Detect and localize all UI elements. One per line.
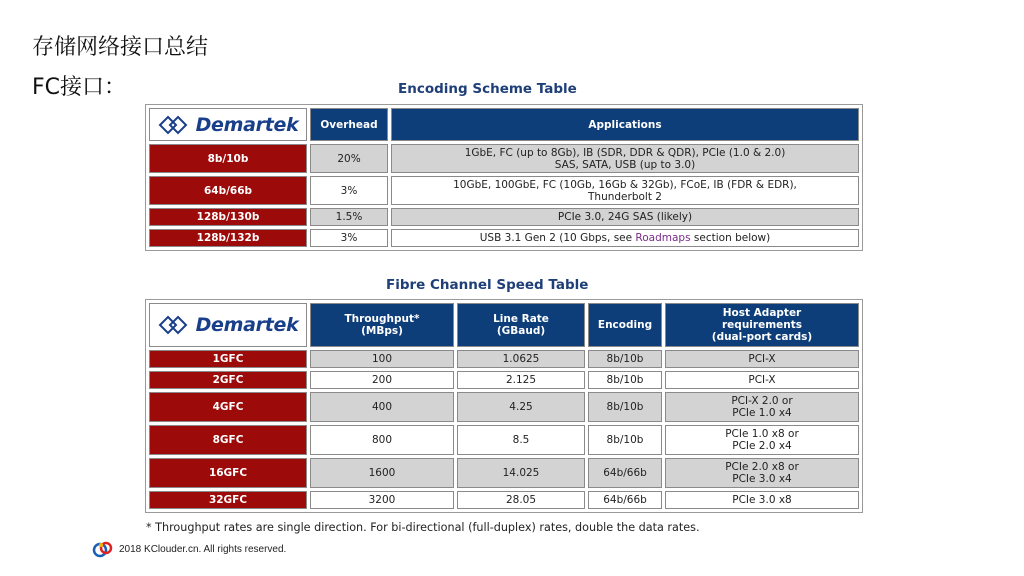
demartek-diamond-icon [158,115,192,135]
host-line: PCIe 3.0 x4 [732,473,792,485]
demartek-diamond-icon [158,315,192,335]
copyright-text: 2018 KClouder.cn. All rights reserved. [119,543,287,555]
host-line: PCIe 1.0 x8 or [725,428,799,440]
throughput-cell: 400 [310,392,454,422]
speed-label: 32GFC [149,491,307,509]
scheme-label: 128b/130b [149,208,307,226]
table-row [149,176,859,205]
throughput-cell: 800 [310,425,454,455]
line-rate-cell: 28.05 [457,491,585,509]
line-rate-cell: 8.5 [457,425,585,455]
table-row [149,458,859,488]
applications-line: Thunderbolt 2 [588,190,662,203]
line-rate-cell: 4.25 [457,392,585,422]
table-row [149,350,859,368]
roadmaps-link[interactable]: Roadmaps [635,232,691,244]
table-row [149,491,859,509]
demartek-logo [149,108,307,141]
applications-line: 1GbE, FC (up to 8Gb), IB (SDR, DDR & QDR), PCIe (1.0 & 2.0) [464,146,786,159]
header-line: (GBaud) [496,325,546,337]
overhead-cell: 3% [310,176,388,205]
table-row [149,425,859,455]
encoding-cell: 64b/66b [588,458,662,488]
host-adapter-cell [665,392,859,422]
header-line-rate [457,303,585,347]
speed-label: 16GFC [149,458,307,488]
kclouder-logo-icon [92,539,114,559]
header-line: (MBps) [361,325,403,337]
speed-label: 4GFC [149,392,307,422]
throughput-cell: 100 [310,350,454,368]
table-row [149,208,859,226]
header-overhead: Overhead [310,108,388,141]
applications-line: SAS, SATA, USB (up to 3.0) [554,158,696,171]
scheme-label: 128b/132b [149,229,307,247]
slide-subtitle: FC接口： [32,75,127,100]
speed-label: 2GFC [149,371,307,389]
scheme-label: 8b/10b [149,144,307,173]
encoding-cell: 8b/10b [588,350,662,368]
table-row [149,229,859,247]
header-throughput [310,303,454,347]
host-line: PCIe 2.0 x8 or [725,461,799,473]
fc-table-caption: Fibre Channel Speed Table [386,277,589,293]
demartek-logo [149,303,307,347]
header-applications: Applications [391,108,859,141]
speed-label: 1GFC [149,350,307,368]
header-line: (dual-port cards) [711,331,813,343]
applications-cell [391,229,859,247]
logo-text: Demartek [195,314,299,336]
throughput-cell: 1600 [310,458,454,488]
table-row [149,144,859,173]
encoding-cell: 8b/10b [588,371,662,389]
host-adapter-cell [665,458,859,488]
footer [92,539,286,559]
host-line: PCIe 1.0 x4 [732,407,792,419]
encoding-cell: 64b/66b [588,491,662,509]
host-adapter-cell [665,425,859,455]
overhead-cell: 3% [310,229,388,247]
speed-label: 8GFC [149,425,307,455]
applications-cell: PCIe 3.0, 24G SAS (likely) [391,208,859,226]
line-rate-cell: 14.025 [457,458,585,488]
header-line: Throughput* [344,313,420,325]
line-rate-cell: 1.0625 [457,350,585,368]
header-line: Host Adapter [722,307,802,319]
applications-text: section below) [690,232,771,244]
fibre-channel-speed-table [145,299,863,513]
applications-text: USB 3.1 Gen 2 (10 Gbps, see [479,232,636,244]
scheme-label: 64b/66b [149,176,307,205]
header-encoding: Encoding [588,303,662,347]
encoding-cell: 8b/10b [588,392,662,422]
host-adapter-cell: PCIe 3.0 x8 [665,491,859,509]
overhead-cell: 20% [310,144,388,173]
throughput-cell: 200 [310,371,454,389]
slide-title: 存储网络接口总结 [32,35,209,60]
header-host-adapter [665,303,859,347]
host-adapter-cell: PCI-X [665,350,859,368]
host-line: PCIe 2.0 x4 [732,440,792,452]
encoding-cell: 8b/10b [588,425,662,455]
encoding-table-caption: Encoding Scheme Table [398,81,577,97]
host-adapter-cell: PCI-X [665,371,859,389]
applications-cell [391,144,859,173]
table-row [149,392,859,422]
throughput-footnote: * Throughput rates are single direction. For bi-directional (full-duplex) rates, double the data rates. [146,521,700,534]
header-line: Line Rate [493,313,549,325]
encoding-scheme-table [145,104,863,251]
host-line: PCI-X 2.0 or [731,395,793,407]
applications-cell [391,176,859,205]
applications-line: 10GbE, 100GbE, FC (10Gb, 16Gb & 32Gb), FCoE, IB (FDR & EDR), [453,178,797,191]
throughput-cell: 3200 [310,491,454,509]
logo-text: Demartek [195,113,299,136]
table-row [149,371,859,389]
header-line: requirements [722,319,802,331]
line-rate-cell: 2.125 [457,371,585,389]
overhead-cell: 1.5% [310,208,388,226]
